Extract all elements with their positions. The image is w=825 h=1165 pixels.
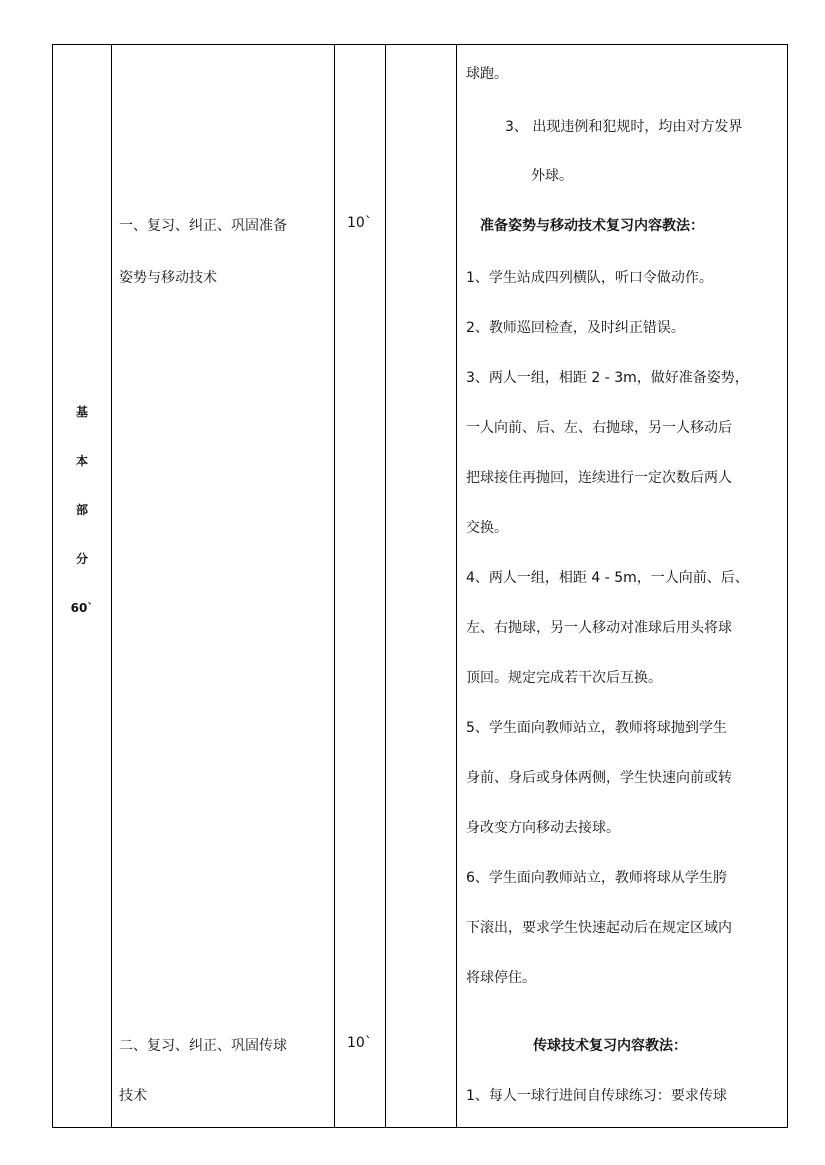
- lesson-plan-table: [52, 44, 788, 1128]
- method-line: 6、学生面向教师站立，教师将球从学生胯: [466, 870, 727, 886]
- method-line: 2、教师巡回检查，及时纠正错误。: [466, 320, 685, 336]
- method-line: 下滚出，要求学生快速起动后在规定区域内: [466, 920, 732, 936]
- method-line: 把球接住再抛回，连续进行一定次数后两人: [466, 470, 732, 486]
- column-divider: [385, 45, 386, 1127]
- method-heading: 传球技术复习内容教法：: [533, 1038, 687, 1054]
- column-divider: [456, 45, 457, 1127]
- section-char: 分: [75, 552, 88, 566]
- method-line: 1、每人一球行进间自传球练习：要求传球: [466, 1088, 727, 1104]
- method-line: 身改变方向移动去接球。: [466, 820, 620, 836]
- method-line: 4、两人一组，相距 4 - 5m，一人向前、后、: [466, 570, 749, 586]
- method-line: 身前、身后或身体两侧，学生快速向前或转: [466, 770, 732, 786]
- section-char: 本: [75, 454, 88, 468]
- content-item-2-line-2: 技术: [119, 1088, 147, 1104]
- method-line: 球跑。: [466, 66, 508, 82]
- content-item-2-line-1: 二、复习、纠正、巩固传球: [119, 1038, 287, 1054]
- method-line: 3、 出现违例和犯规时，均由对方发界: [505, 119, 743, 135]
- method-line: 左、右抛球，另一人移动对准球后用头将球: [466, 620, 732, 636]
- method-line: 一人向前、后、左、右抛球，另一人移动后: [466, 420, 732, 436]
- time-item-1: 10`: [347, 215, 372, 231]
- time-item-2: 10`: [347, 1035, 372, 1051]
- method-line: 5、学生面向教师站立，教师将球抛到学生: [466, 720, 727, 736]
- section-char: 基: [75, 405, 88, 419]
- content-item-1-line-1: 一、复习、纠正、巩固准备: [119, 218, 287, 234]
- section-label: [53, 405, 111, 650]
- content-item-1-line-2: 姿势与移动技术: [119, 270, 217, 286]
- method-heading: 准备姿势与移动技术复习内容教法：: [480, 218, 704, 234]
- method-line: 1、学生站成四列横队，听口令做动作。: [466, 270, 713, 286]
- section-char: 部: [75, 503, 88, 517]
- method-line: 外球。: [531, 168, 573, 184]
- method-line: 3、两人一组，相距 2 - 3m，做好准备姿势，: [466, 370, 749, 386]
- method-line: 交换。: [466, 520, 508, 536]
- method-line: 将球停住。: [466, 970, 536, 986]
- section-duration: 60`: [70, 601, 94, 615]
- column-divider: [334, 45, 335, 1127]
- method-line: 顶回。规定完成若干次后互换。: [466, 670, 662, 686]
- column-divider: [111, 45, 112, 1127]
